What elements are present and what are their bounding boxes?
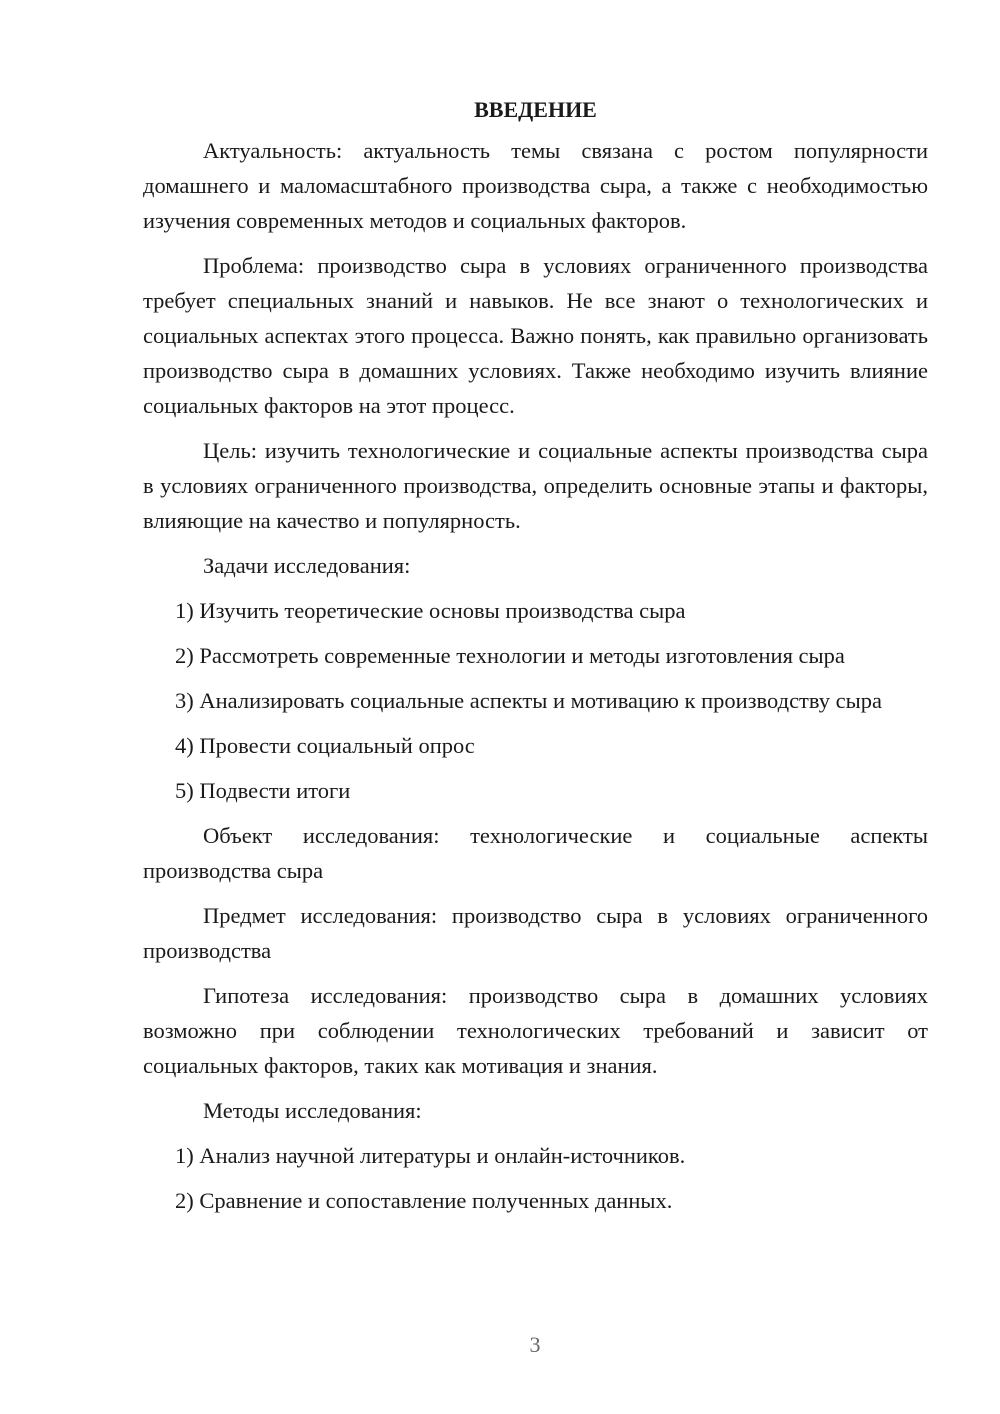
tasks-heading: Задачи исследования: bbox=[203, 553, 411, 578]
document-page bbox=[143, 92, 928, 1228]
object-paragraph: Объект исследования: технологические и социальные аспекты производства сыра bbox=[143, 823, 928, 883]
page-number: 3 bbox=[529, 1332, 541, 1357]
task-item-1: 1) Изучить теоретические основы производства сыра bbox=[175, 598, 686, 623]
section-heading: ВВЕДЕНИЕ bbox=[474, 97, 597, 122]
method-item-1: 1) Анализ научной литературы и онлайн-источников. bbox=[175, 1143, 686, 1168]
relevance-paragraph: Актуальность: актуальность темы связана с ростом популярности домашнего и маломасштабного производства сыра, а также с необходимостью изучения современных методов и социальных факторов. bbox=[143, 138, 928, 233]
goal-paragraph: Цель: изучить технологические и социальные аспекты производства сыра в условиях ограниченного производства, определить основные этапы и факторы, влияющие на качество и популярность. bbox=[143, 438, 928, 533]
problem-paragraph: Проблема: производство сыра в условиях ограниченного производства требует специальных знаний и навыков. Не все знают о технологических и социальных аспектах этого процесса. Важно понять, как правильно организовать производство сыра в домашних условиях. Также необходимо изучить влияние социальных факторов на этот процесс. bbox=[143, 253, 928, 418]
methods-heading: Методы исследования: bbox=[203, 1098, 422, 1123]
subject-paragraph: Предмет исследования: производство сыра в условиях ограниченного производства bbox=[143, 903, 928, 963]
task-item-5: 5) Подвести итоги bbox=[175, 778, 351, 803]
task-item-3: 3) Анализировать социальные аспекты и мотивацию к производству сыра bbox=[175, 688, 882, 713]
task-item-4: 4) Провести социальный опрос bbox=[175, 733, 475, 758]
method-item-2: 2) Сравнение и сопоставление полученных данных. bbox=[175, 1188, 673, 1213]
task-item-2: 2) Рассмотреть современные технологии и методы изготовления сыра bbox=[175, 643, 845, 668]
hypothesis-paragraph: Гипотеза исследования: производство сыра в домашних условиях возможно при соблюдении технологических требований и зависит от социальных факторов, таких как мотивация и знания. bbox=[143, 983, 928, 1078]
